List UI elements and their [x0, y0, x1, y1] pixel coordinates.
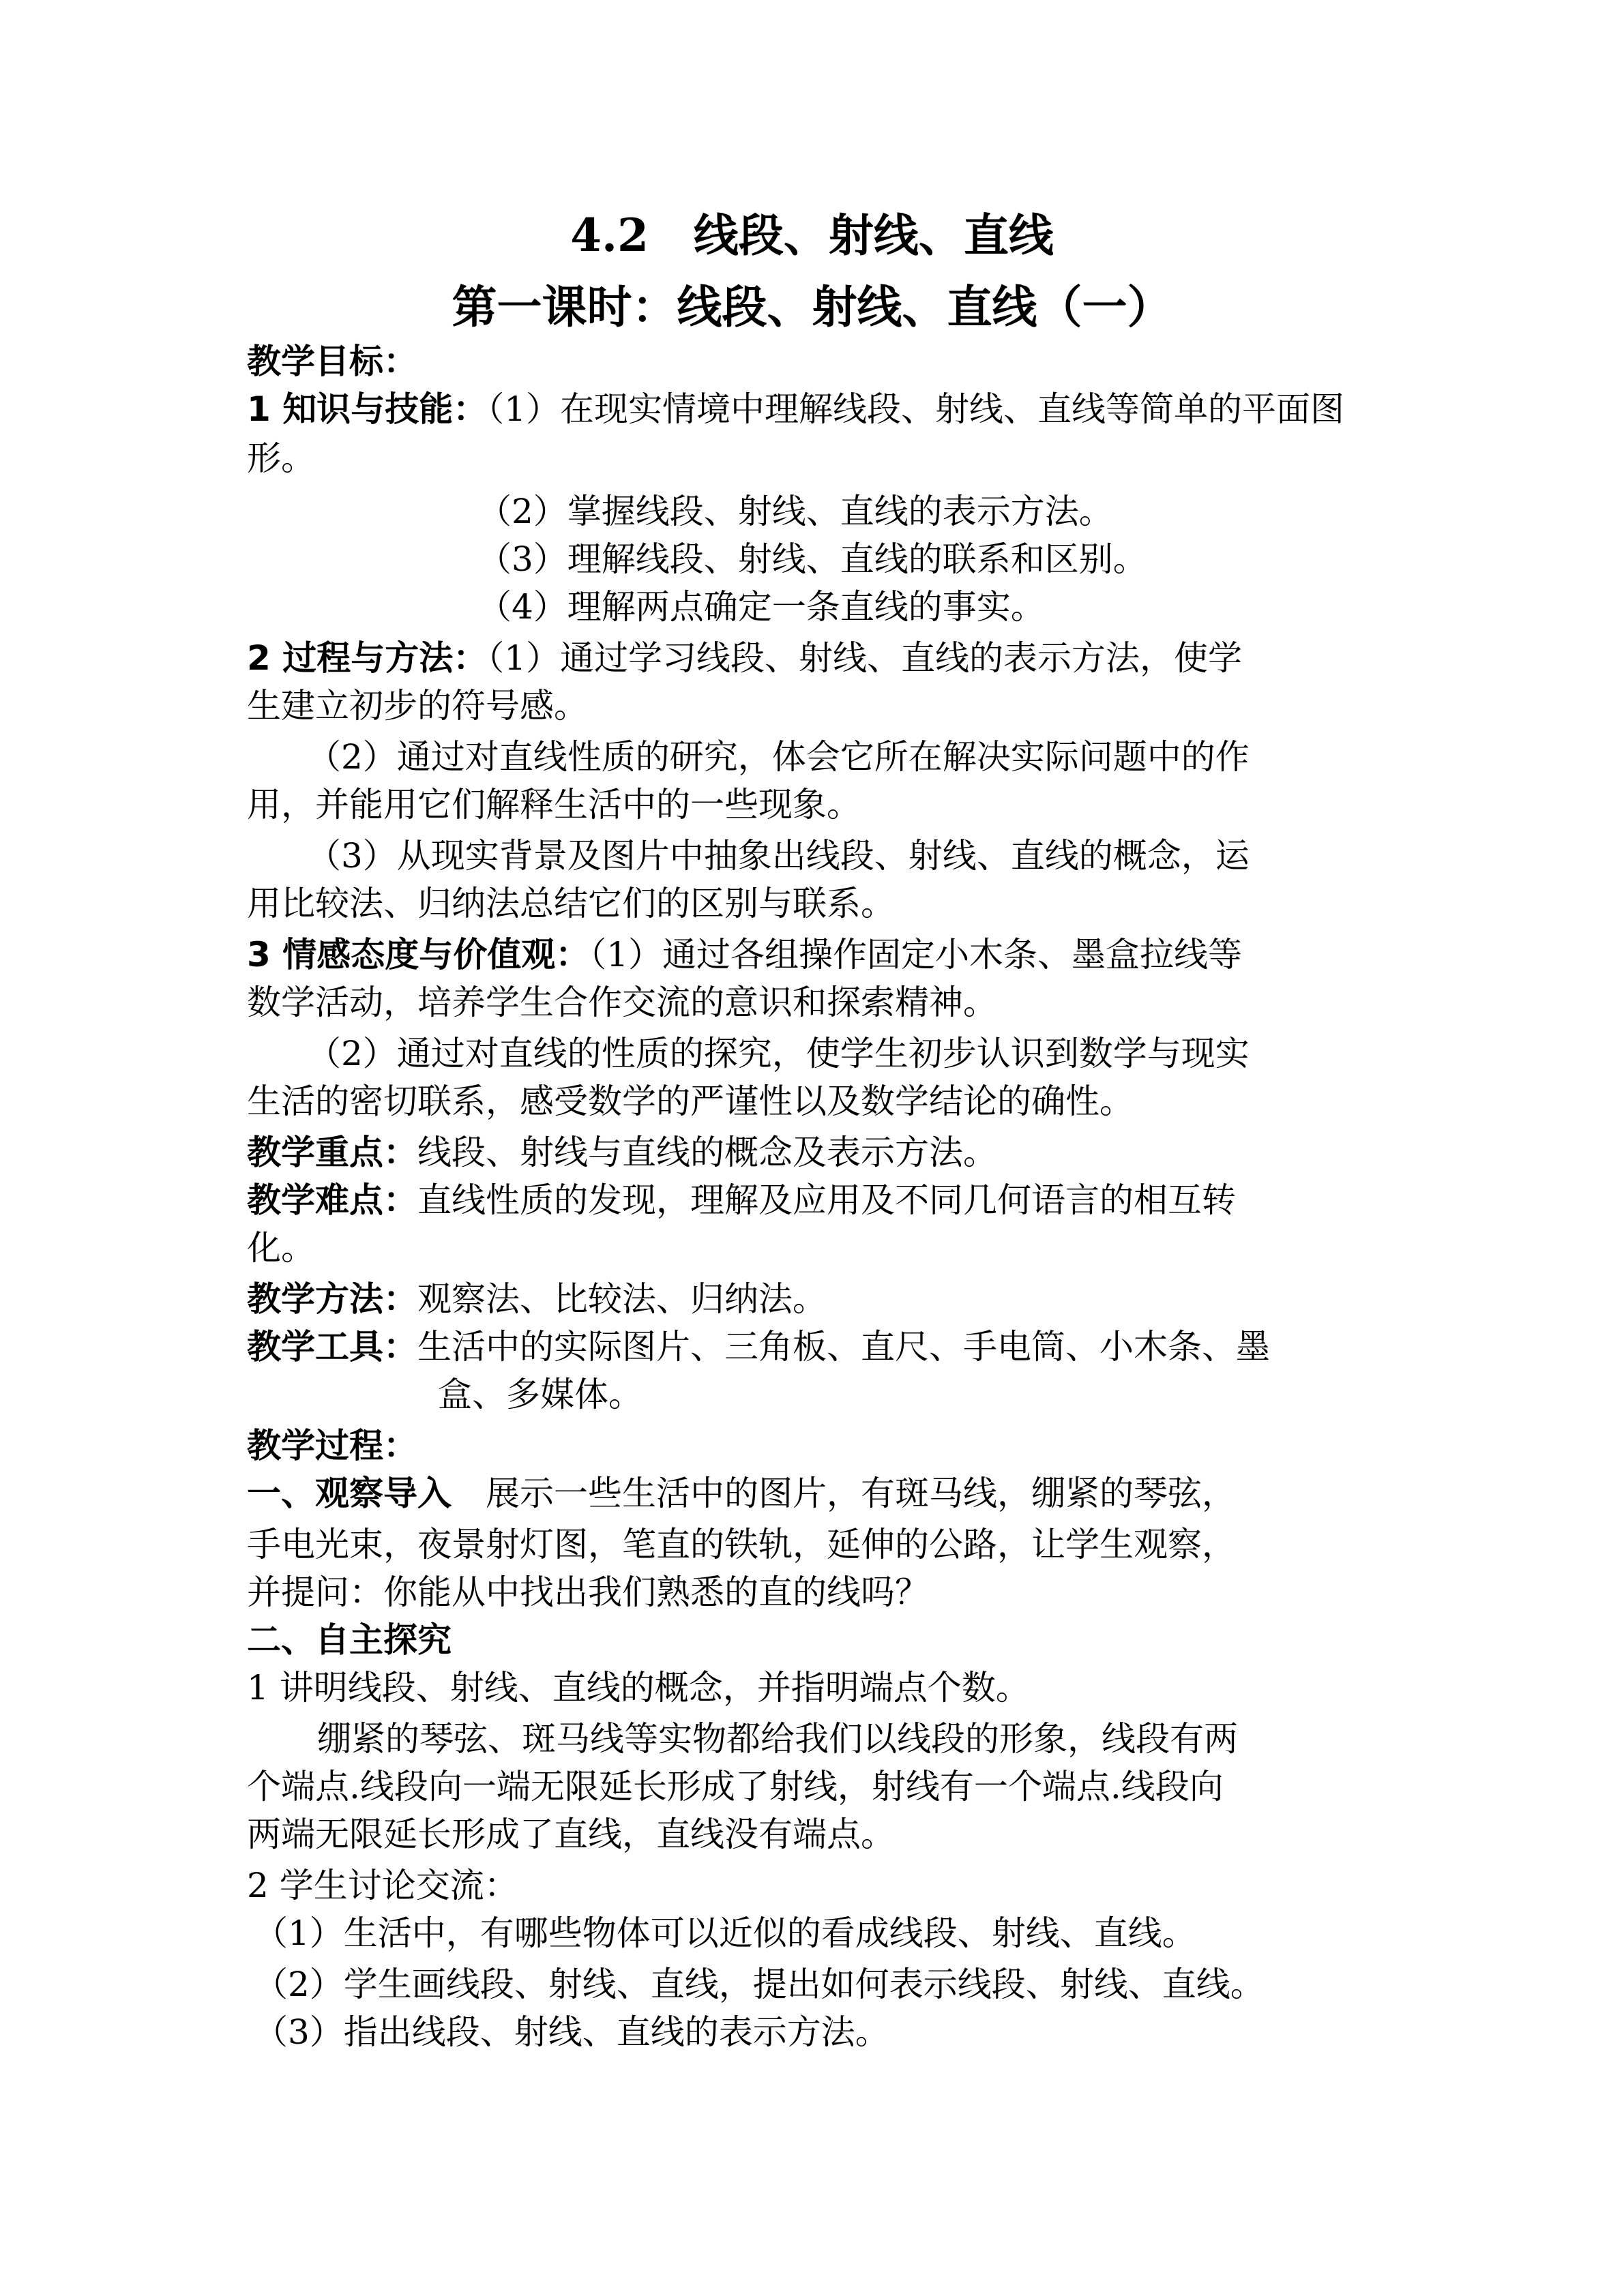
section1-label: 一、观察导入 — [247, 1474, 452, 1513]
section2-paragraph-2: 个端点.线段向一端无限延长形成了射线，射线有一个端点.线段向 — [247, 1767, 1224, 1806]
process-item-2-cont: 用，并能用它们解释生活中的一些现象。 — [247, 785, 861, 824]
process-item-2: （2）通过对直线性质的研究，体会它所在解决实际问题中的作 — [307, 737, 1250, 777]
process-item-3: （3）从现实背景及图片中抽象出线段、射线、直线的概念，运 — [307, 836, 1250, 876]
section1-text-3: 并提问：你能从中找出我们熟悉的直的线吗？ — [247, 1572, 929, 1612]
knowledge-line — [247, 385, 1344, 433]
difficulty-line — [247, 1176, 1236, 1224]
tools-label: 教学工具： — [247, 1327, 417, 1367]
difficulty-text: 直线性质的发现，理解及应用及不同几何语言的相互转 — [417, 1180, 1236, 1220]
method-line — [247, 1275, 827, 1323]
method-text: 观察法、比较法、归纳法。 — [417, 1279, 827, 1319]
process-item-3-cont: 用比较法、归纳法总结它们的区别与联系。 — [247, 884, 895, 923]
tools-text: 生活中的实际图片、三角板、直尺、手电筒、小木条、墨 — [417, 1327, 1270, 1367]
knowledge-item-1-cont: 形。 — [247, 438, 315, 478]
key-point-text: 线段、射线与直线的概念及表示方法。 — [417, 1133, 997, 1172]
emotion-label: 3 情感态度与价值观： — [247, 935, 590, 974]
section2-paragraph-1: 绷紧的琴弦、斑马线等实物都给我们以线段的形象，线段有两 — [317, 1719, 1238, 1759]
section1-text: 展示一些生活中的图片，有斑马线，绷紧的琴弦， — [452, 1474, 1236, 1513]
knowledge-item-2: （2）掌握线段、射线、直线的表示方法。 — [477, 492, 1113, 531]
knowledge-label: 1 知识与技能： — [247, 389, 488, 429]
process-item-1-cont: 生建立初步的符号感。 — [247, 686, 588, 726]
emotion-item-1-cont: 数学活动，培养学生合作交流的意识和探索精神。 — [247, 983, 997, 1022]
process-line — [247, 634, 1242, 682]
key-point-line — [247, 1129, 997, 1176]
section2-step2: 2 学生讨论交流： — [247, 1866, 518, 1905]
section2-paragraph-3: 两端无限延长形成了直线，直线没有端点。 — [247, 1815, 895, 1854]
emotion-line — [247, 931, 1242, 979]
emotion-item-1: （1）通过各组操作固定小木条、墨盒拉线等 — [589, 935, 1243, 974]
process-item-1: （1）通过学习线段、射线、直线的表示方法，使学 — [487, 638, 1243, 678]
key-point-label: 教学重点： — [247, 1133, 417, 1172]
difficulty-label: 教学难点： — [247, 1180, 417, 1220]
knowledge-item-1: （1）在现实情境中理解线段、射线、直线等简单的平面图 — [487, 389, 1345, 429]
page-subtitle: 第一课时：线段、射线、直线（一） — [452, 280, 1172, 333]
section2-question-2: （2）学生画线段、射线、直线，提出如何表示线段、射线、直线。 — [254, 1965, 1265, 2004]
tools-line — [247, 1323, 1270, 1371]
tools-text-cont: 盒、多媒体。 — [438, 1375, 643, 1414]
section2-question-1: （1）生活中，有哪些物体可以近似的看成线段、射线、直线。 — [254, 1913, 1196, 1953]
section1-line — [247, 1470, 1236, 1517]
section2-label: 二、自主探究 — [247, 1620, 452, 1660]
page-title: 4.2 线段、射线、直线 — [570, 209, 1054, 262]
knowledge-item-4: （4）理解两点确定一条直线的事实。 — [477, 587, 1045, 627]
emotion-item-2-cont: 生活的密切联系，感受数学的严谨性以及数学结论的确性。 — [247, 1082, 1134, 1121]
section2-step1: 1 讲明线段、射线、直线的概念，并指明端点个数。 — [247, 1668, 1030, 1708]
section2-question-3: （3）指出线段、射线、直线的表示方法。 — [254, 2012, 889, 2052]
difficulty-text-cont: 化。 — [247, 1228, 315, 1268]
knowledge-item-3: （3）理解线段、射线、直线的联系和区别。 — [477, 539, 1147, 579]
process-heading: 教学过程： — [247, 1426, 417, 1465]
process-label: 2 过程与方法： — [247, 638, 488, 678]
emotion-item-2: （2）通过对直线的性质的探究，使学生初步认识到数学与现实 — [307, 1034, 1250, 1073]
method-label: 教学方法： — [247, 1279, 417, 1319]
section1-text-2: 手电光束，夜景射灯图，笔直的铁轨，延伸的公路，让学生观察， — [247, 1525, 1236, 1564]
goals-heading: 教学目标： — [247, 342, 417, 381]
